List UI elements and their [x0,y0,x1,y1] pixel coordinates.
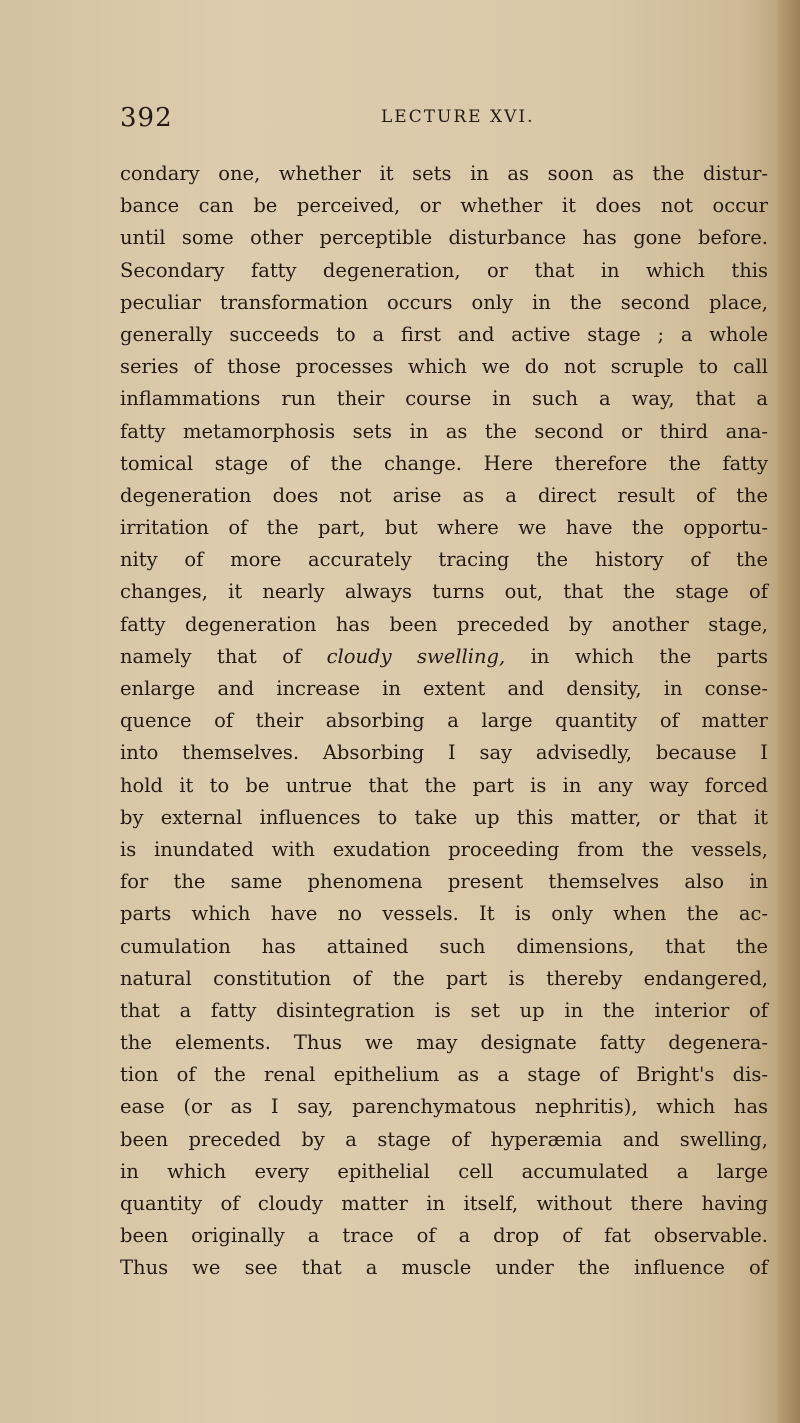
text-line: in which every epithelial cell accumulated a large [120,1159,768,1183]
italic-phrase: cloudy swelling, [326,644,506,668]
page-edge-shadow [778,0,800,1423]
text-line: tion of the renal epithelium as a stage of Bright's dis- [120,1063,768,1087]
text-line: by external influences to take up this matter, or that it [120,805,768,829]
text-line: the elements. Thus we may designate fatty degenera- [120,1031,768,1055]
text-line: fatty degeneration has been preceded by another stage, [120,612,768,636]
text-line: been preceded by a stage of hyperæmia and swelling, [120,1127,768,1151]
text-line: peculiar transformation occurs only in the second place, [120,290,768,314]
text-line: until some other perceptible disturbance has gone before. [120,226,768,250]
text-line: Secondary fatty degeneration, or that in which this [120,258,768,282]
text-line: is inundated with exudation proceeding from the vessels, [120,837,768,861]
text-segment: in which the parts [530,644,768,668]
text-line: hold it to be untrue that the part is in any way forced [120,773,768,797]
text-line: quence of their absorbing a large quantity of matter [120,709,768,733]
text-line: cumulation has attained such dimensions, that the [120,934,768,958]
text-line: tomical stage of the change. Here therefore the fatty [120,451,768,475]
text-line: Thus we see that a muscle under the influence of [120,1256,768,1280]
text-line: into themselves. Absorbing I say advisedly, because I [120,741,768,765]
text-line: ease (or as I say, parenchymatous nephritis), which has [120,1095,768,1119]
text-line: quantity of cloudy matter in itself, without there having [120,1192,768,1215]
text-line: for the same phenomena present themselves also in [120,870,768,894]
text-line: natural constitution of the part is thereby endangered, [120,966,768,990]
text-line: enlarge and increase in extent and density, in conse- [120,677,768,700]
text-line: that a fatty disintegration is set up in the interior of [120,998,768,1022]
text-line-with-italic [120,641,768,673]
text-line: condary one, whether it sets in as soon as the distur- [120,162,768,185]
text-line: generally succeeds to a first and active stage ; a whole [120,322,768,346]
text-line: nity of more accurately tracing the history of the [120,548,768,572]
text-line: degeneration does not arise as a direct result of the [120,483,768,507]
page-header [120,103,770,135]
text-line: changes, it nearly always turns out, that the stage of [120,580,768,604]
text-line: series of those processes which we do not scruple to call [120,355,768,379]
text-line: bance can be perceived, or whether it does not occur [120,194,768,218]
page-number: 392 [120,103,173,133]
text-line: irritation of the part, but where we have the opportu- [120,516,768,540]
text-line: inflammations run their course in such a way, that a [120,387,768,411]
body-text [120,158,768,1285]
text-line: been originally a trace of a drop of fat observable. [120,1224,768,1248]
text-line: fatty metamorphosis sets in as the second or third ana- [120,419,768,443]
text-segment: namely that of [120,644,302,668]
running-head: LECTURE XVI. [381,107,535,127]
text-line: parts which have no vessels. It is only when the ac- [120,902,768,926]
